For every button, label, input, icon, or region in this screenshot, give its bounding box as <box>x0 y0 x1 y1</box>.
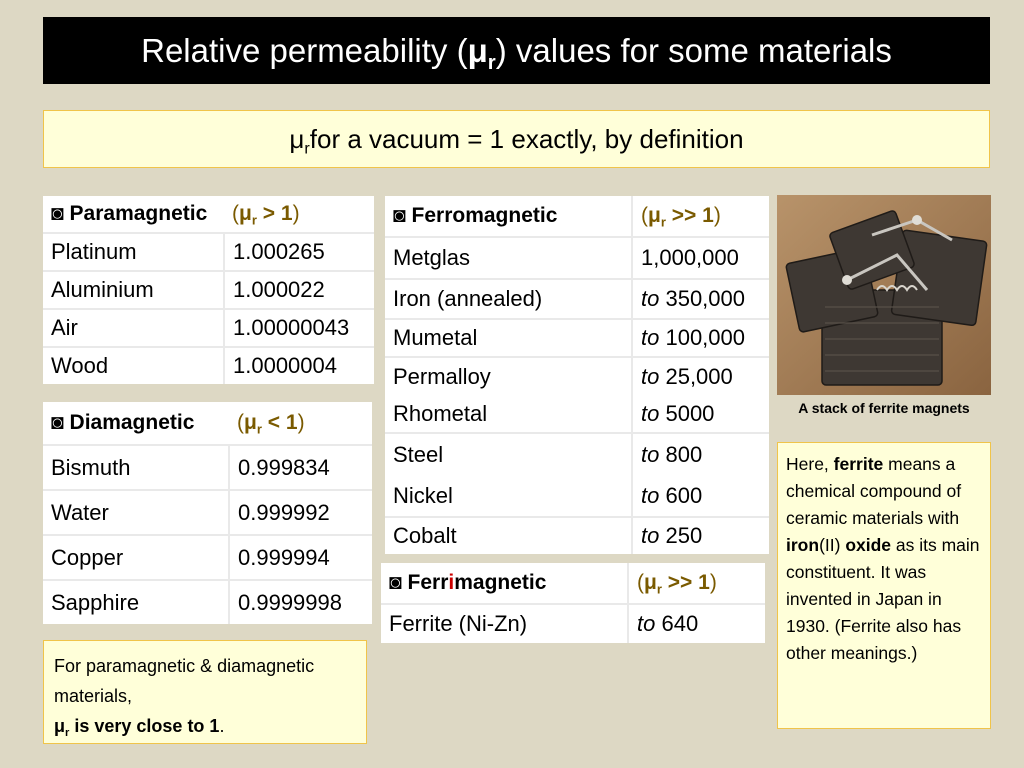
material-name: Nickel <box>385 476 632 517</box>
material-value: to 5000 <box>632 396 769 433</box>
paramagnetic-heading: ◙ Paramagnetic <box>43 196 224 233</box>
paramagnetic-condition: $(\mu_r > 1)$ <box>224 196 374 233</box>
vacuum-definition-box <box>43 110 990 168</box>
table-row <box>385 517 769 554</box>
material-value: to 350,000 <box>632 279 769 319</box>
material-value: to 100,000 <box>632 319 769 357</box>
table-header-row <box>385 196 769 237</box>
table-row <box>385 396 769 433</box>
material-value: to 600 <box>632 476 769 517</box>
table-row <box>385 357 769 396</box>
table-header-row <box>381 563 765 604</box>
material-value: to 25,000 <box>632 357 769 396</box>
material-name: Air <box>43 309 224 347</box>
diamagnetic-table <box>43 402 372 624</box>
ferrimagnetic-condition: $(\mu_r >> 1)$ <box>628 563 765 604</box>
material-value: to 800 <box>632 433 769 476</box>
table-header-row <box>43 196 374 233</box>
table-row <box>43 309 374 347</box>
material-name: Platinum <box>43 233 224 271</box>
material-name: Bismuth <box>43 445 229 490</box>
material-value: to 640 <box>628 604 765 643</box>
ferrite-definition-note: Here, ferrite means a chemical compound of ceramic materials with iron(II) oxide as its main constituent. It was invented in Japan in 1930. (Ferrite also has other meanings.) <box>777 442 991 729</box>
material-name: Permalloy <box>393 364 491 389</box>
vacuum-mu: $\mu_r$ <box>289 123 310 158</box>
ferrimagnetic-heading: ◙ Ferrimagnetic <box>381 563 628 604</box>
photo-caption: A stack of ferrite magnets <box>798 400 970 416</box>
table-row <box>43 580 372 624</box>
material-name: Cobalt <box>393 523 457 548</box>
material-value: 1.000022 <box>224 271 374 309</box>
ferromagnetic-heading: ◙ Ferromagnetic <box>385 196 632 237</box>
title-suffix: ) values for some materials <box>495 31 892 69</box>
ferromagnetic-table <box>385 196 769 554</box>
table-row <box>385 279 769 319</box>
material-value: 1.0000004 <box>224 347 374 384</box>
ferrimagnetic-table <box>381 563 765 643</box>
material-name: Sapphire <box>51 589 140 615</box>
table-row <box>43 490 372 535</box>
material-name: Ferrite (Ni-Zn) <box>389 611 528 636</box>
diamagnetic-condition: $(\mu_r < 1)$ <box>229 402 372 445</box>
material-name: Iron (annealed) <box>385 279 632 319</box>
material-value: 1.000265 <box>224 233 374 271</box>
ferrite-magnets-image <box>777 195 991 395</box>
para-dia-note: For paramagnetic & diamagnetic materials, $\mu_r$ is very close to 1. <box>43 640 367 744</box>
material-value: 0.9999998 <box>229 580 372 624</box>
material-name: Copper <box>43 535 229 580</box>
table-row <box>385 433 769 476</box>
material-value: 0.999992 <box>229 490 372 535</box>
table-row <box>385 476 769 517</box>
material-value: to 250 <box>632 517 769 554</box>
material-value: 0.999994 <box>229 535 372 580</box>
vacuum-text: for a vacuum = 1 exactly, by definition <box>309 123 744 154</box>
ferromagnetic-condition: $(\mu_r >> 1)$ <box>632 196 769 237</box>
table-row <box>381 604 765 643</box>
slide-title <box>43 17 990 84</box>
title-mu: $\mu_r$ <box>467 31 496 74</box>
material-name: Steel <box>393 442 444 467</box>
material-name: Mumetal <box>385 319 632 357</box>
material-name: Wood <box>51 353 109 378</box>
table-row <box>43 271 374 309</box>
material-value: 1,000,000 <box>632 237 769 279</box>
table-row <box>43 445 372 490</box>
material-name: Rhometal <box>385 396 632 433</box>
title-prefix: Relative permeability ( <box>141 31 468 69</box>
material-value: 1.00000043 <box>224 309 374 347</box>
ferrite-magnets-photo <box>777 195 991 395</box>
paramagnetic-table <box>43 196 374 384</box>
table-header-row <box>43 402 372 445</box>
table-row <box>43 233 374 271</box>
diamagnetic-heading: ◙ Diamagnetic <box>43 402 229 445</box>
table-row <box>43 347 374 384</box>
material-name: Water <box>43 490 229 535</box>
table-row <box>385 237 769 279</box>
material-name: Metglas <box>385 237 632 279</box>
table-row <box>43 535 372 580</box>
material-value: 0.999834 <box>229 445 372 490</box>
material-name: Aluminium <box>43 271 224 309</box>
table-row <box>385 319 769 357</box>
